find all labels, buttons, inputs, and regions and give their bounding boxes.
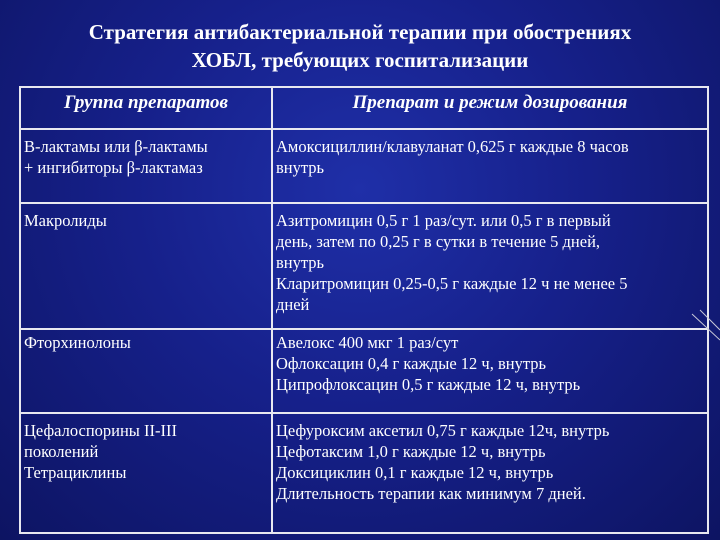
cell-line: + ингибиторы β-лактамаз (24, 158, 203, 177)
decorative-lines (690, 300, 720, 350)
drug-group-cell (20, 329, 272, 413)
cell-line: Тетрациклины (24, 463, 127, 482)
cell-line: внутрь (276, 253, 325, 272)
table-row (20, 413, 708, 533)
cell-line: дней (276, 295, 310, 314)
drug-group-cell (20, 129, 272, 203)
table-row (20, 203, 708, 329)
table-row (20, 329, 708, 413)
regimen-cell (272, 129, 708, 203)
cell-line: Цефуроксим аксетил 0,75 г каждые 12ч, внутрь (276, 421, 610, 440)
cell-line: Цефалоспорины II-III (24, 421, 177, 440)
regimen-cell (272, 203, 708, 329)
cell-line: Цефотаксим 1,0 г каждые 12 ч, внутрь (276, 442, 546, 461)
therapy-table (19, 86, 709, 534)
cell-line: Доксициклин 0,1 г каждые 12 ч, внутрь (276, 463, 554, 482)
cell-line: Амоксициллин/клавуланат 0,625 г каждые 8 часов (276, 137, 629, 156)
header-drug-regimen: Препарат и режим дозирования (272, 87, 708, 129)
cell-line: Макролиды (24, 211, 107, 230)
cell-line: внутрь (276, 158, 325, 177)
regimen-cell (272, 329, 708, 413)
cell-line: поколений (24, 442, 99, 461)
cell-line: Кларитромицин 0,25-0,5 г каждые 12 ч не менее 5 (276, 274, 628, 293)
cell-line: Авелокс 400 мкг 1 раз/сут (276, 333, 459, 352)
regimen-cell (272, 413, 708, 533)
table-header-row (20, 87, 708, 129)
header-drug-group: Группа препаратов (20, 87, 272, 129)
drug-group-cell (20, 413, 272, 533)
cell-line: день, затем по 0,25 г в сутки в течение 5 дней, (276, 232, 601, 251)
title-line-2: ХОБЛ, требующих госпитализации (191, 48, 529, 72)
cell-line: В-лактамы или β-лактамы (24, 137, 208, 156)
cell-line: Длительность терапии как минимум 7 дней. (276, 484, 586, 503)
drug-group-cell (20, 203, 272, 329)
slide-title (0, 18, 720, 74)
cell-line: Офлоксацин 0,4 г каждые 12 ч, внутрь (276, 354, 547, 373)
cell-line: Фторхинолоны (24, 333, 131, 352)
cell-line: Ципрофлоксацин 0,5 г каждые 12 ч, внутрь (276, 375, 581, 394)
cell-line: Азитромицин 0,5 г 1 раз/сут. или 0,5 г в первый (276, 211, 611, 230)
title-line-1: Стратегия антибактериальной терапии при обострениях (88, 20, 632, 44)
table-row (20, 129, 708, 203)
